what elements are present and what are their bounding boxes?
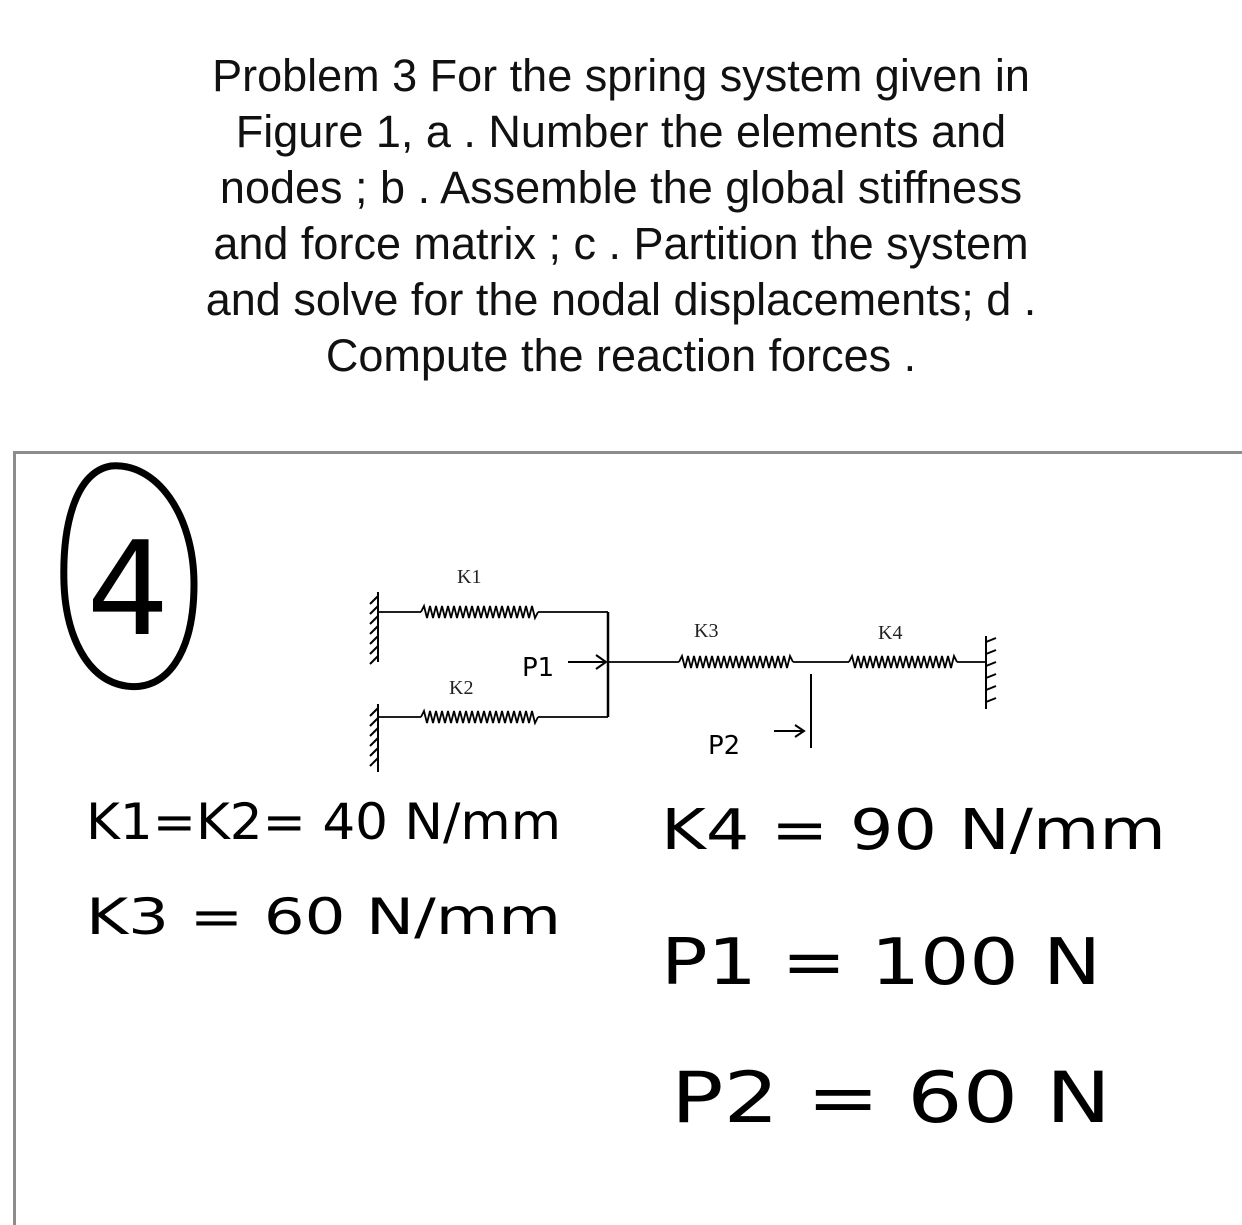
figure-number: 4 bbox=[86, 513, 170, 665]
spring-label-k3: K3 bbox=[694, 620, 719, 642]
given-k1-k2: K1=K2= 40 N/mm bbox=[86, 793, 561, 851]
arrow-p2 bbox=[774, 725, 804, 737]
spring-label-k4: K4 bbox=[878, 622, 903, 644]
left-wall-upper bbox=[370, 592, 378, 664]
problem-line: and solve for the nodal displacements; d . bbox=[205, 274, 1037, 325]
problem-line: nodes ; b . Assemble the global stiffness bbox=[219, 162, 1023, 213]
load-label-p2: P2 bbox=[708, 731, 741, 761]
spring-k3 bbox=[608, 656, 849, 668]
spring-k1 bbox=[378, 606, 608, 618]
left-wall-lower bbox=[370, 704, 378, 772]
given-p1: P1 = 100 N bbox=[661, 926, 1101, 1000]
problem-statement bbox=[60, 48, 1182, 384]
spring-label-k2: K2 bbox=[449, 677, 474, 699]
spring-label-k1: K1 bbox=[457, 566, 482, 588]
arrow-p1 bbox=[568, 655, 606, 669]
problem-line: Figure 1, a . Number the elements and bbox=[235, 106, 1007, 157]
spring-k4 bbox=[849, 656, 986, 668]
right-wall bbox=[986, 636, 996, 709]
problem-line: and force matrix ; c . Partition the system bbox=[213, 218, 1029, 269]
load-label-p1: P1 bbox=[522, 653, 555, 683]
spring-k2 bbox=[378, 711, 608, 723]
given-k4: K4 = 90 N/mm bbox=[661, 798, 1166, 863]
problem-line: Problem 3 For the spring system given in bbox=[212, 50, 1030, 101]
given-p2: P2 = 60 N bbox=[671, 1057, 1111, 1139]
figure-panel bbox=[13, 451, 1242, 1225]
spring-system-figure bbox=[16, 454, 1242, 1225]
problem-line: Compute the reaction forces . bbox=[325, 330, 917, 381]
given-k3: K3 = 60 N/mm bbox=[86, 888, 561, 946]
